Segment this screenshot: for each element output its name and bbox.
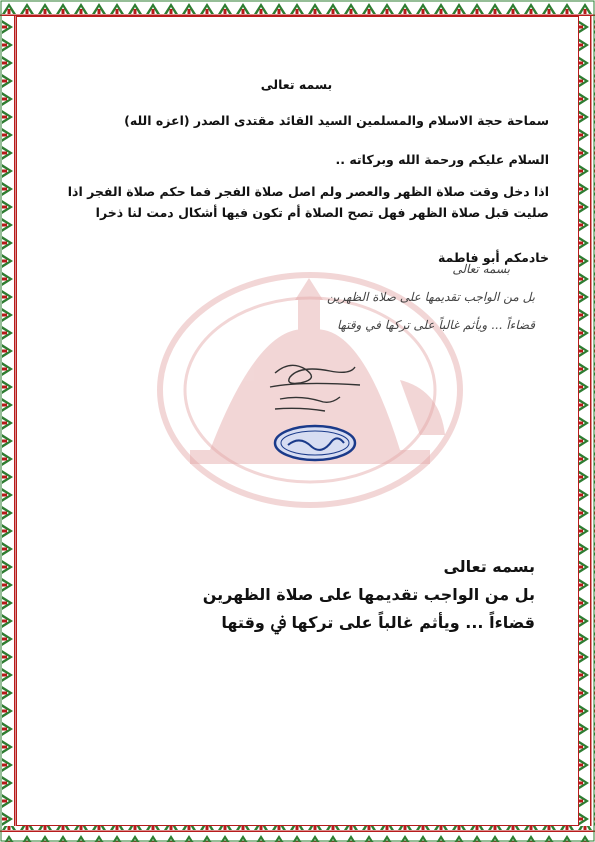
handwritten-line-2: قضاءاً ... ويأثم غالباً على تركها في وقتها: [337, 318, 535, 332]
typed-reply-line-1: بل من الواجب تقديمها على صلاة الظهرين: [202, 585, 535, 604]
letter-basmala: بسمه تعالى: [260, 77, 333, 92]
typed-basmala: بسمه تعالى: [443, 557, 535, 576]
typed-reply-line-2: قضاءاً ... ويأثم غالباً على تركها ﰲ وقتها: [221, 613, 535, 632]
handwritten-basmala: بسمه تعالى: [452, 262, 510, 276]
handwritten-line-1: بل من الواجب تقديمها على صلاة الظهرين: [326, 290, 535, 304]
letter-question: اذا دخل وقت صلاة الظهر والعصر ولم اصل صلاة الفجر فما حكم صلاة الفجر اذا صليت قبل صلاة الظهر فهل تصح الصلاة أم تكون فيها أشكال دمت لنا ذخرا: [67, 184, 549, 220]
letter-recipient: سماحة حجة الاسلام والمسلمين السيد القائد مقتدى الصدر (اعزه الله): [124, 113, 549, 128]
seal-stamp: [275, 426, 355, 460]
letter-sender: خادمكم أبو فاطمة: [437, 250, 549, 265]
signature-and-stamp: [260, 355, 370, 465]
letter-greeting: السلام عليكم ورحمة الله وبركاته ..: [335, 152, 549, 167]
